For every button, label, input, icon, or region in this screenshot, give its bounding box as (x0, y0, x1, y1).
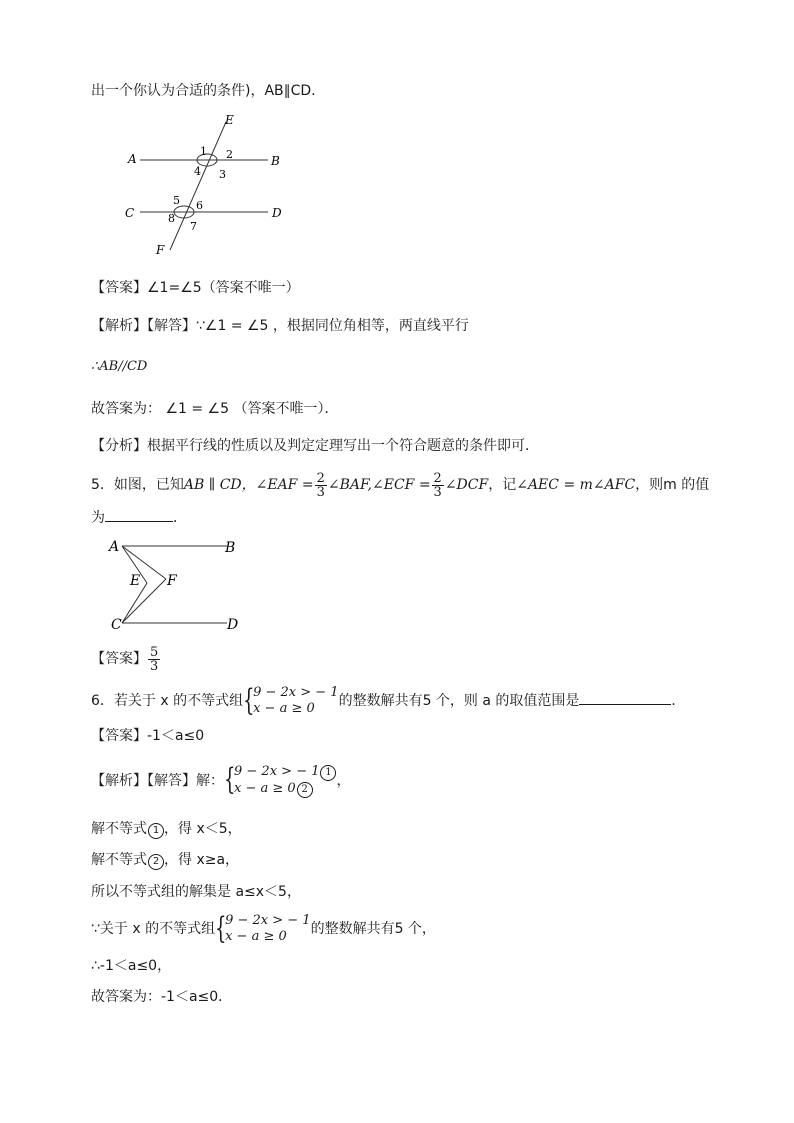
q5-angle-dcf: ∠DCF (444, 477, 489, 493)
q5-line2-end: ． (173, 510, 187, 526)
q5-tail-b: ，则m 的值 (635, 477, 710, 493)
inequality-system: { 9 − 2x > − 1 x − a ≥ 0 (243, 683, 339, 718)
q4-analysis-line (91, 316, 469, 336)
fig2-label-A: A (109, 539, 120, 555)
label-8: 8 (168, 212, 175, 225)
q6-answer: -1＜a≤0 (147, 728, 205, 744)
q6-prefix: 6．若关于 x 的不等式组 (91, 693, 244, 709)
fraction-2-3-b: $\frac{2}{3}$ (433, 470, 442, 500)
q5-angle-baf: ∠BAF,∠ECF = (327, 477, 431, 493)
circle-2-icon: 2 (148, 854, 164, 870)
q4-answer-line (91, 278, 300, 298)
inequality-system-labeled: { 9 − 2x > − 1 1 x − a ≥ 0 2 (224, 764, 336, 798)
label-5: 5 (173, 194, 180, 207)
answer-fraction: $\frac{5}{3}$ (150, 644, 159, 674)
q6-step2: 解不等式 2 ，得 x≥a， (91, 852, 240, 868)
fig2-label-B: B (225, 540, 236, 556)
answer-tag: 【答案】 (91, 651, 147, 667)
fig2-label-F: F (167, 573, 177, 589)
label-E: E (225, 113, 234, 127)
circle-2-icon: 2 (297, 782, 313, 798)
q6-analysis-line (91, 764, 350, 798)
q5-line2-text: 为 (91, 510, 105, 526)
q4-fenxi-text: 根据平行线的性质以及判定定理写出一个符合题意的条件即可． (147, 438, 539, 454)
q6-step4: ∵关于 x 的不等式组 { 9 − 2x > − 1 x − a ≥ 0 的整数解共有5 个， (91, 911, 436, 946)
q6-suffix: 的整数解共有5 个，则 a 的取值范围是 (338, 693, 580, 709)
q5-question-line2 (91, 508, 187, 528)
analysis-tag: 【解析】【解答】 (91, 773, 196, 789)
q6-jie: 解： (196, 773, 224, 789)
label-3: 3 (219, 168, 226, 181)
answer-blank[interactable] (105, 521, 173, 522)
q6-comma: ， (336, 773, 351, 789)
label-6: 6 (196, 199, 203, 212)
label-B: B (271, 154, 280, 168)
label-C: C (125, 206, 135, 220)
q6-end: ． (671, 693, 686, 709)
q4-analysis-text: ∵∠1 = ∠5 ，根据同位角相等，两直线平行 (196, 318, 469, 334)
q4-answer: ∠1=∠5（答案不唯一） (147, 280, 300, 296)
intro-line: 出一个你认为合适的条件)，AB∥CD． (91, 83, 326, 99)
q4-therefore: ∴AB//CD (91, 359, 148, 374)
analysis-tag: 【解析】【解答】 (91, 318, 196, 334)
fenxi-tag: 【分析】 (91, 438, 147, 454)
q6-step5: ∴-1＜a≤0， (91, 958, 172, 974)
q6-step6: 故答案为：-1＜a≤0． (91, 989, 233, 1005)
q5-question-line1 (91, 470, 709, 500)
label-A: A (128, 152, 137, 166)
fig2-label-D: D (227, 617, 239, 633)
answer-tag: 【答案】 (91, 280, 147, 296)
circle-1-icon: 1 (148, 823, 164, 839)
q4-fenxi-line (91, 436, 539, 456)
q5-prefix: 5．如图，已知 (91, 477, 184, 493)
q5-aec: ∠AEC = m∠AFC (516, 477, 636, 493)
q6-answer-line (91, 726, 204, 746)
label-4: 4 (194, 165, 201, 178)
label-2: 2 (226, 148, 233, 161)
q5-angle-eaf: ，∠EAF = (241, 477, 314, 493)
q5-answer-line (91, 644, 161, 674)
answer-blank[interactable] (579, 704, 671, 705)
label-D: D (272, 206, 282, 220)
fig2-label-C: C (111, 617, 122, 633)
inequality-system-2: { 9 − 2x > − 1 x − a ≥ 0 (215, 911, 311, 946)
parallel-lines-figure (118, 112, 298, 262)
label-7: 7 (190, 220, 197, 233)
fraction-2-3: $\frac{2}{3}$ (316, 470, 325, 500)
label-F: F (156, 243, 165, 257)
circle-1-icon: 1 (320, 765, 336, 781)
q5-tail-a: ，记 (488, 477, 517, 493)
q6-question-line (91, 684, 685, 718)
fig2-label-E: E (130, 573, 141, 589)
label-1: 1 (200, 145, 207, 158)
zigzag-figure (105, 535, 250, 635)
q6-step1: 解不等式 1 ，得 x＜5， (91, 821, 242, 837)
q6-step3: 所以不等式组的解集是 a≤x＜5， (91, 884, 301, 900)
q4-final: 故答案为： ∠1 = ∠5 （答案不唯一）． (91, 401, 339, 417)
answer-tag: 【答案】 (91, 728, 147, 744)
q5-ab-cd: AB ∥ CD (183, 477, 242, 493)
